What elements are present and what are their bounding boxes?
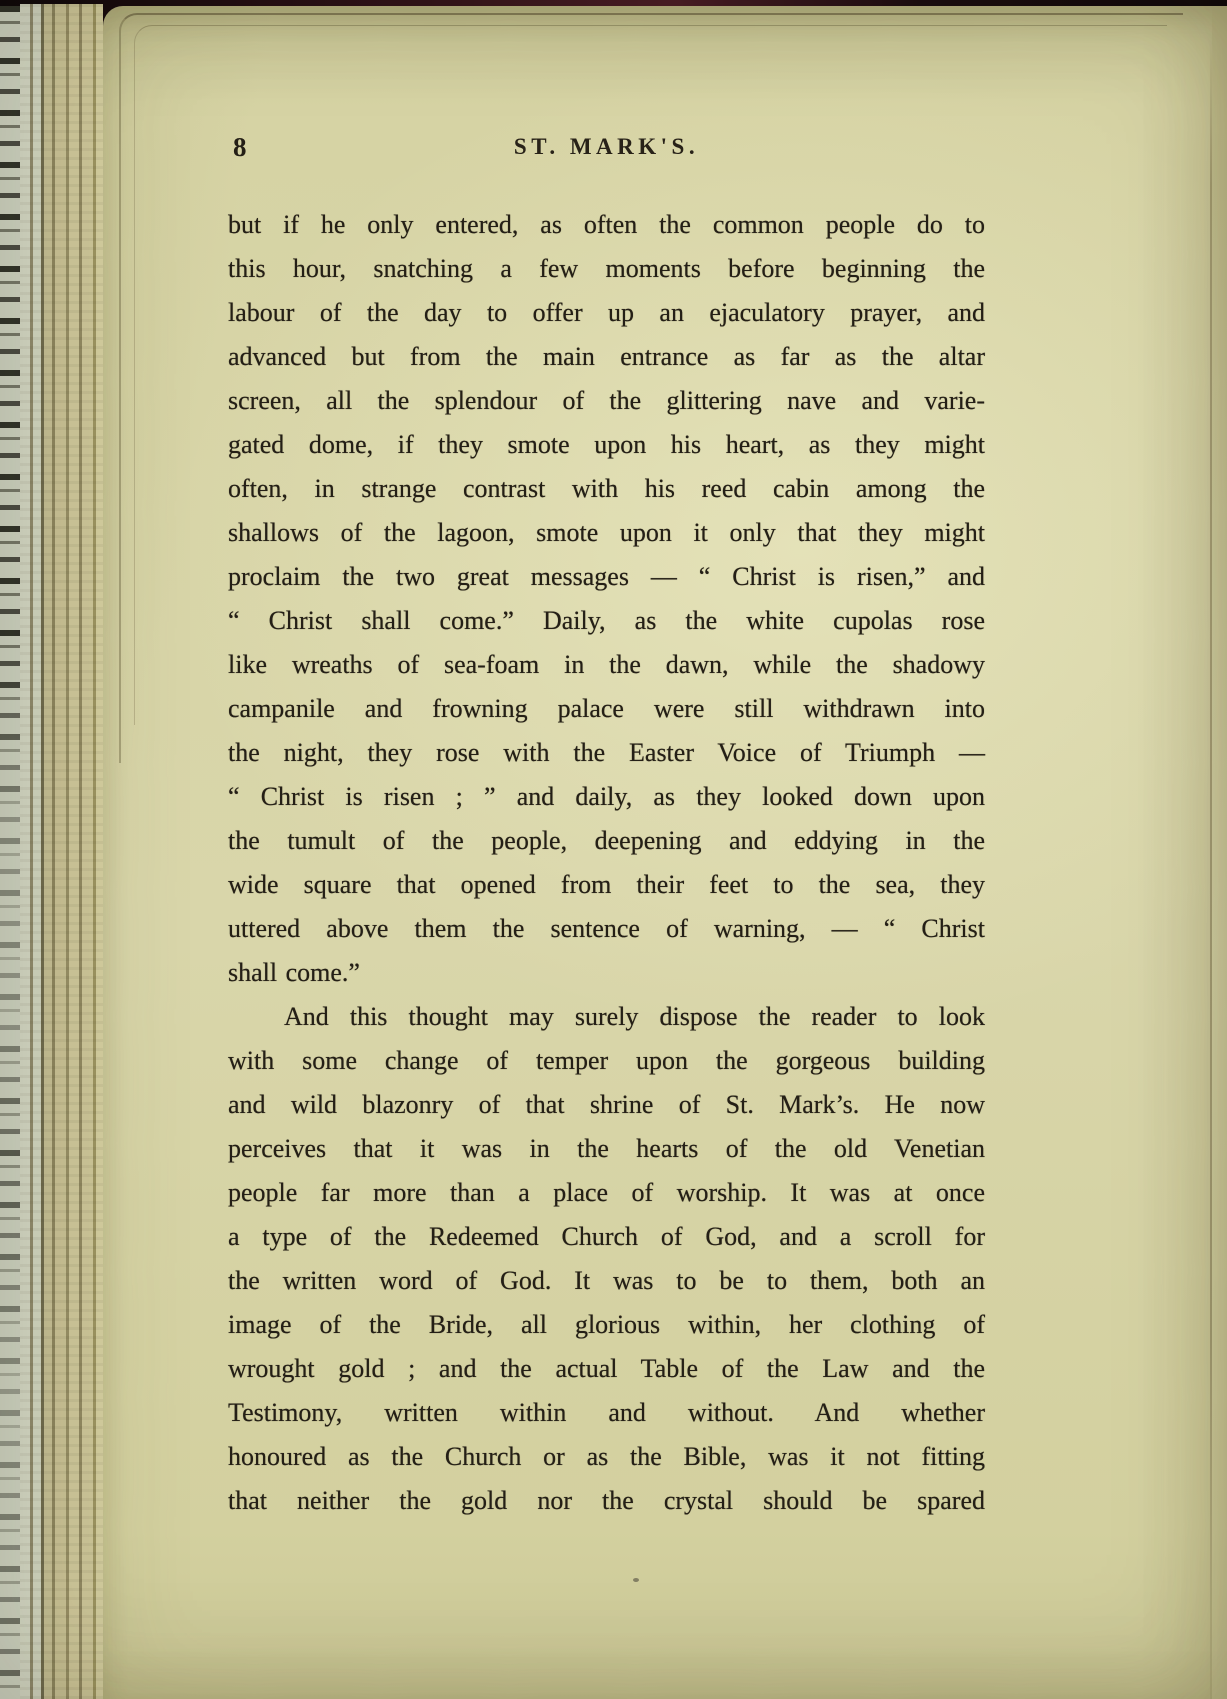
page-gutter <box>1212 6 1227 1699</box>
text-line: And this thought may surely dispose the reader to look <box>284 1002 985 1031</box>
text-line: image of the Bride, all glorious within, her clothing of <box>228 1310 985 1339</box>
printing-speck <box>633 1578 639 1582</box>
text-line: and wild blazonry of that shrine of St. Mark’s. He now <box>228 1090 985 1119</box>
text-line: “ Christ shall come.” Daily, as the white cupolas rose <box>228 606 985 635</box>
text-line: often, in strange contrast with his reed cabin among the <box>228 474 985 503</box>
text-line: advanced but from the main entrance as far as the altar <box>228 342 985 371</box>
text-line: that neither the gold nor the crystal should be spared <box>228 1486 985 1515</box>
text-line: honoured as the Church or as the Bible, was it not fitting <box>228 1442 985 1471</box>
page-stack-foredge <box>0 6 20 1699</box>
text-line: people far more than a place of worship. It was at once <box>228 1178 985 1207</box>
text-line: campanile and frowning palace were still withdrawn into <box>228 694 985 723</box>
text-line: gated dome, if they smote upon his heart, as they might <box>228 430 985 459</box>
text-line: but if he only entered, as often the common people do to <box>228 210 985 239</box>
running-header: ST. MARK'S. <box>513 134 700 159</box>
text-line: screen, all the splendour of the glittering nave and varie- <box>228 386 985 415</box>
text-line: proclaim the two great messages — “ Christ is risen,” and <box>228 562 985 591</box>
text-line: like wreaths of sea-foam in the dawn, while the shadowy <box>228 650 985 679</box>
page-stack-edges <box>20 4 103 1699</box>
text-line: with some change of temper upon the gorgeous building <box>228 1046 985 1075</box>
text-line: “ Christ is risen ; ” and daily, as they looked down upon <box>228 782 985 811</box>
book-page <box>103 6 1227 1699</box>
text-line: wide square that opened from their feet to the sea, they <box>228 870 985 899</box>
text-line: perceives that it was in the hearts of the old Venetian <box>228 1134 985 1163</box>
text-line: a type of the Redeemed Church of God, and a scroll for <box>228 1222 985 1251</box>
text-line: the tumult of the people, deepening and eddying in the <box>228 826 985 855</box>
page-gutter-fold <box>1210 36 1212 1699</box>
text-line: labour of the day to offer up an ejaculatory prayer, and <box>228 298 985 327</box>
text-line: the written word of God. It was to be to them, both an <box>228 1266 985 1295</box>
page-number: 8 <box>233 132 248 162</box>
text-line: wrought gold ; and the actual Table of the Law and the <box>228 1354 985 1383</box>
text-line: Testimony, written within and without. And whether <box>228 1398 985 1427</box>
text-line: uttered above them the sentence of warning, — “ Christ <box>228 914 985 943</box>
text-line: this hour, snatching a few moments before beginning the <box>228 254 985 283</box>
page-header <box>228 130 985 170</box>
text-line: shall come.” <box>228 958 360 987</box>
text-line: shallows of the lagoon, smote upon it only that they might <box>228 518 985 547</box>
body-text <box>228 203 985 1523</box>
text-line: the night, they rose with the Easter Voice of Triumph — <box>228 738 985 767</box>
